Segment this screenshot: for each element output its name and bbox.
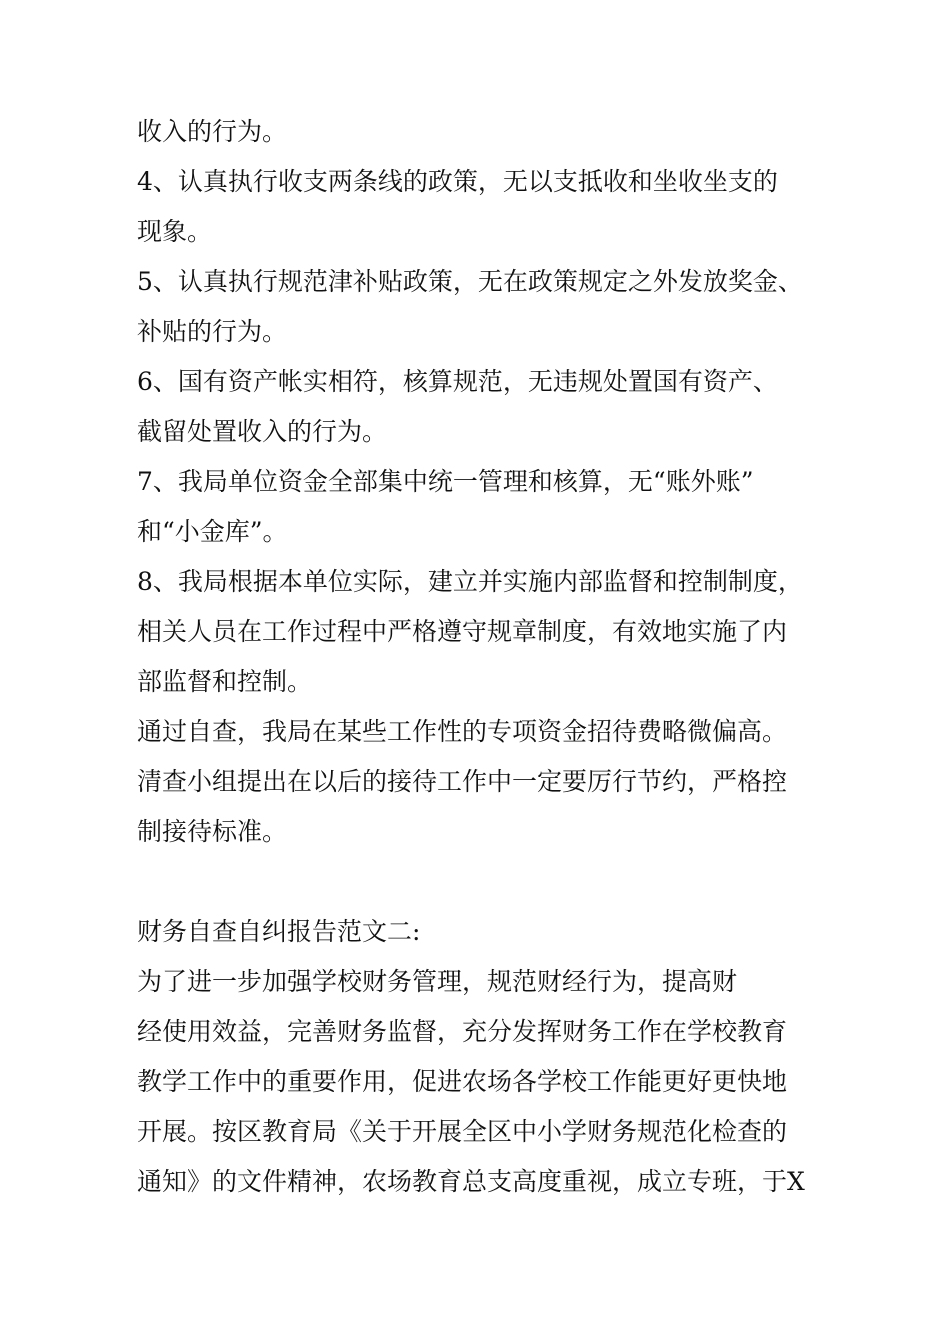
text-line: 现象。 — [137, 217, 213, 246]
text-line: 8、我局根据本单位实际，建立并实施内部监督和控制制度， — [137, 567, 803, 596]
text-line: 5、认真执行规范津补贴政策，无在政策规定之外发放奖金、 — [137, 267, 803, 296]
text-line: 通知》的文件精神，农场教育总支高度重视，成立专班，于X — [137, 1167, 805, 1196]
text-line: 和“小金库”。 — [137, 517, 288, 546]
text-line: 7、我局单位资金全部集中统一管理和核算，无“账外账” — [137, 467, 754, 496]
text-line: 6、国有资产帐实相符，核算规范，无违规处置国有资产、 — [137, 367, 778, 396]
text-line: 教学工作中的重要作用，促进农场各学校工作能更好更快地 — [137, 1067, 788, 1096]
text-line: 4、认真执行收支两条线的政策，无以支抵收和坐收坐支的 — [137, 167, 778, 196]
text-line: 开展。按区教育局《关于开展全区中小学财务规范化检查的 — [137, 1117, 788, 1146]
text-line: 收入的行为。 — [137, 117, 288, 146]
text-line: 相关人员在工作过程中严格遵守规章制度，有效地实施了内 — [137, 617, 788, 646]
section-heading: 财务自查自纠报告范文二: — [137, 917, 421, 946]
text-line: 清查小组提出在以后的接待工作中一定要厉行节约，严格控 — [137, 767, 788, 796]
text-line: 截留处置收入的行为。 — [137, 417, 388, 446]
text-line: 通过自查，我局在某些工作性的专项资金招待费略微偏高。 — [137, 717, 788, 746]
text-line: 部监督和控制。 — [137, 667, 313, 696]
text-line: 经使用效益，完善财务监督，充分发挥财务工作在学校教育 — [137, 1017, 788, 1046]
text-line: 制接待标准。 — [137, 817, 288, 846]
text-line: 补贴的行为。 — [137, 317, 288, 346]
text-line: 为了进一步加强学校财务管理，规范财经行为，提高财 — [137, 967, 738, 996]
